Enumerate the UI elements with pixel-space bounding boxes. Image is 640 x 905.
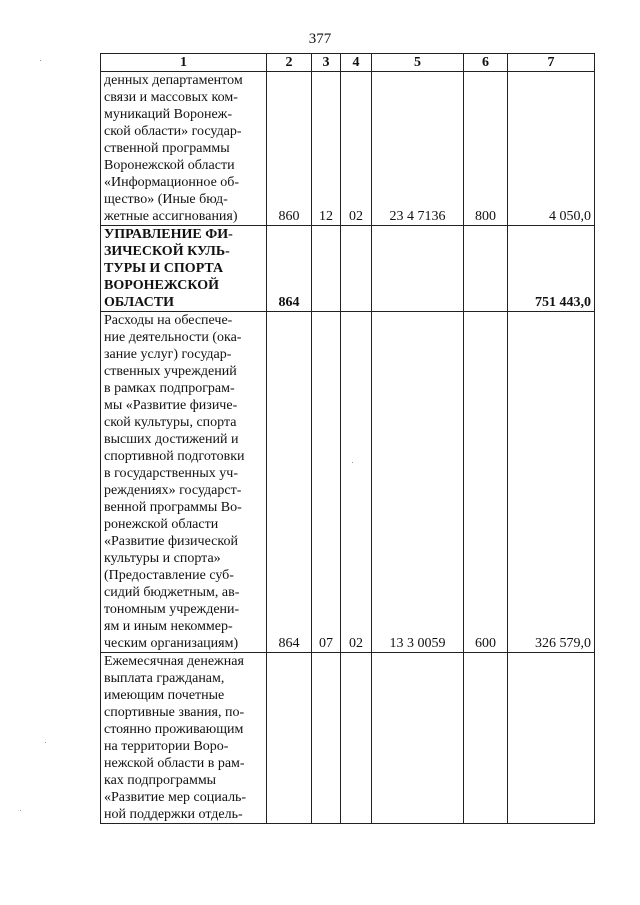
- description-line: «Информационное об-: [104, 175, 240, 190]
- cell-col-7: 326 579,0: [508, 312, 595, 653]
- cell-col-3: [312, 226, 341, 312]
- description-line: ние деятельности (ока-: [104, 330, 242, 345]
- cell-col-6: 800: [464, 72, 508, 226]
- description-line: венной программы Во-: [104, 500, 242, 515]
- table-row: [101, 653, 595, 824]
- cell-col-4: [341, 653, 372, 824]
- description-line: ственных учреждений: [104, 364, 237, 379]
- cell-col-7: 4 050,0: [508, 72, 595, 226]
- cell-col-2: 860: [267, 72, 312, 226]
- description-line: УПРАВЛЕНИЕ ФИ-: [104, 227, 233, 242]
- cell-col-6: [464, 653, 508, 824]
- cell-col-4: [341, 226, 372, 312]
- description-line: на территории Воро-: [104, 739, 229, 754]
- header-col-2: 2: [267, 54, 312, 72]
- table-row: [101, 312, 595, 653]
- row-description: [101, 72, 267, 226]
- cell-col-7: [508, 653, 595, 824]
- description-line: тономным учреждени-: [104, 602, 240, 617]
- cell-col-4: 02: [341, 72, 372, 226]
- description-line: ронежской области: [104, 517, 219, 532]
- description-line: имеющим почетные: [104, 688, 225, 703]
- row-description: [101, 226, 267, 312]
- description-line: ках подпрограммы: [104, 773, 217, 788]
- description-line: ственной программы: [104, 141, 230, 156]
- description-line: реждениях» государст-: [104, 483, 242, 498]
- description-line: ЗИЧЕСКОЙ КУЛЬ-: [104, 244, 230, 259]
- description-line: спортивные звания, по-: [104, 705, 245, 720]
- cell-col-7: 751 443,0: [508, 226, 595, 312]
- description-line: в государственных уч-: [104, 466, 239, 481]
- description-line: ской области» государ-: [104, 124, 242, 139]
- cell-col-5: [372, 653, 464, 824]
- description-line: щество» (Иные бюд-: [104, 192, 228, 207]
- description-line: выплата гражданам,: [104, 671, 225, 686]
- description-line: стоянно проживающим: [104, 722, 244, 737]
- header-col-4: 4: [341, 54, 372, 72]
- description-line: сидий бюджетным, ав-: [104, 585, 240, 600]
- description-line: жетные ассигнования): [104, 209, 238, 224]
- description-line: Расходы на обеспече-: [104, 313, 233, 328]
- header-col-6: 6: [464, 54, 508, 72]
- description-line: культуры и спорта»: [104, 551, 221, 566]
- cell-col-2: 864: [267, 226, 312, 312]
- description-line: ОБЛАСТИ: [104, 295, 174, 310]
- description-line: мы «Развитие физиче-: [104, 398, 238, 413]
- description-line: в рамках подпрограм-: [104, 381, 235, 396]
- description-line: Воронежской области: [104, 158, 235, 173]
- header-col-7: 7: [508, 54, 595, 72]
- cell-col-3: 12: [312, 72, 341, 226]
- cell-col-6: 600: [464, 312, 508, 653]
- header-col-3: 3: [312, 54, 341, 72]
- description-line: ной поддержки отдель-: [104, 807, 243, 822]
- description-line: спортивной подготовки: [104, 449, 245, 464]
- table-body: [101, 72, 595, 824]
- cell-col-2: 864: [267, 312, 312, 653]
- description-line: ям и иным некоммер-: [104, 619, 233, 634]
- header-col-5: 5: [372, 54, 464, 72]
- description-line: связи и массовых ком-: [104, 90, 238, 105]
- cell-col-5: [372, 226, 464, 312]
- description-line: (Предоставление суб-: [104, 568, 234, 583]
- cell-col-6: [464, 226, 508, 312]
- description-line: «Развитие физической: [104, 534, 238, 549]
- description-line: высших достижений и: [104, 432, 239, 447]
- description-line: денных департаментом: [104, 73, 243, 88]
- cell-col-3: 07: [312, 312, 341, 653]
- table-row: [101, 72, 595, 226]
- description-line: ТУРЫ И СПОРТА: [104, 261, 224, 276]
- cell-col-3: [312, 653, 341, 824]
- description-line: ской культуры, спорта: [104, 415, 237, 430]
- description-line: «Развитие мер социаль-: [104, 790, 247, 805]
- description-line: ческим организациям): [104, 636, 239, 651]
- cell-col-4: 02: [341, 312, 372, 653]
- table-row: [101, 226, 595, 312]
- page-number: 377: [308, 31, 332, 47]
- description-line: ВОРОНЕЖСКОЙ: [104, 278, 220, 293]
- cell-col-5: 23 4 7136: [372, 72, 464, 226]
- description-line: нежской области в рам-: [104, 756, 245, 771]
- description-line: зание услуг) государ-: [104, 347, 232, 362]
- table-header-row: [101, 54, 595, 72]
- row-description: [101, 312, 267, 653]
- header-col-1: 1: [101, 54, 267, 72]
- budget-table: [100, 53, 595, 824]
- cell-col-2: [267, 653, 312, 824]
- description-line: муникаций Воронеж-: [104, 107, 233, 122]
- cell-col-5: 13 3 0059: [372, 312, 464, 653]
- row-description: [101, 653, 267, 824]
- description-line: Ежемесячная денежная: [104, 654, 244, 669]
